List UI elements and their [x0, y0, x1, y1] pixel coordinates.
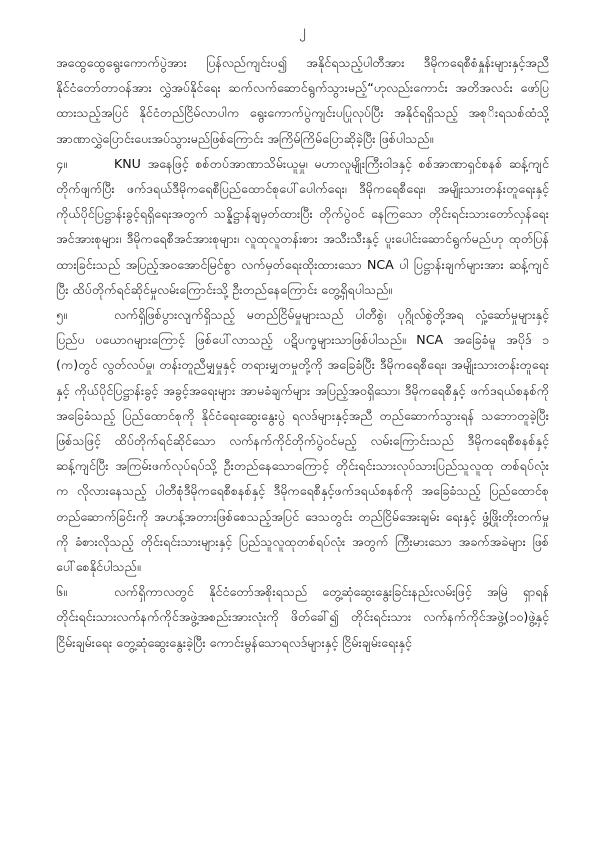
paragraph-text: အထွေထွေရွေးကောက်ပွဲအား ပြန်လည်ကျင်းပ၍ အနိုင်ရသည့်ပါတီအား ဒီမိုကရေစီစံနှုန်းများနှင့်အညီ နိုင်ငံတော်တာဝန်အား လွှဲအပ်နိုင်ရေး ဆက်လက်ဆောင်ရွက်သွားမည့်“ဟုလည်းကောင်း အတိအလင်း ဖော်ပြထားသည့်အပြင် နိုင်ငံတည်ငြိမ်လာပါက ရွေးကောက်ပွဲကျင်းပပြုလုပ်ပြီး အနိုင်ရရှိသည့် အစုိးရသစ်ထံသို့ အာဏာလွှဲပြောင်းပေးအပ်သွားမည်ဖြစ်ကြောင်း အကြိမ်ကြိမ်ပြောဆိုခဲ့ပြီး ဖြစ်ပါသည်။: [56, 55, 549, 146]
paragraph-number: ၆။: [56, 584, 67, 600]
paragraph-4: [56, 151, 549, 302]
paragraph-number: ၄။: [56, 155, 67, 171]
paragraph-5: [56, 302, 549, 579]
paragraph-6: [56, 579, 549, 655]
page-number: ၂: [299, 23, 306, 39]
paragraph-text: လက်ရှိဖြစ်ပွားလျက်ရှိသည့် မတည်ငြိမ်မှုများသည် ပါတီစွဲ၊ ပုဂ္ဂိုလ်စွဲတို့အရ လှုံ့ဆော်မှုများနှင့် ပြည်ပ ပယောဂများကြောင့် ဖြစ်ပေါ်လာသည့် ပဋိပက္ခများသာဖြစ်ပါသည်။ NCA အခြေခံမူ အပိုဒ် ၁ (က)တွင် လွတ်လပ်မှု၊ တန်းတူညီမျှမှုနှင့် တရားမျှတမှုတို့ကို အခြေခံပြီး ဒီမိုကရေစီရေး၊ အမျိုးသားတန်းတူရေးနှင့် ကိုယ်ပိုင်ပြဋ္ဌာန်းခွင့် အခွင့်အရေးများ အာမခံချက်များ အပြည့်အဝရှိသော၊ ဒီမိုကရေစီနှင့် ဖက်ဒရယ်စနစ်ကို အခြေခံသည့် ပြည်ထောင်စုကို နိုင်ငံရေးဆွေးနွေးပွဲ ရလဒ်များနှင့်အညီ တည်ဆောက်သွားရန် သဘောတူခဲ့ပြီးဖြစ်သဖြင့် ထိပ်တိုက်ရင်ဆိုင်သော လက်နက်ကိုင်တိုက်ပွဲဝင်မည့် လမ်းကြောင်းသည် ဒီမိုကရေစီစနစ်နှင့် ဆန့်ကျင်ပြီး အကြမ်းဖက်လုပ်ရပ်သို့ ဦးတည်နေသောကြောင့် တိုင်းရင်းသားလုပ်သားပြည်သူလူထု တစ်ရပ်လုံးက လိုလားနေသည့် ပါတီစုံဒီမိုကရေစီစနစ်နှင့် ဒီမိုကရေစီနှင့်ဖက်ဒရယ်စနစ်ကို အခြေခံသည့် ပြည်ထောင်စုတည်ဆောက်ခြင်းကို အဟန့်အတားဖြစ်စေသည့်အပြင် ဒေသတွင်း တည်ငြိမ်အေးချမ်း ရေးနှင့် ဖွံ့ဖြိုးတိုးတက်မှုကို ခံစားလိုသည့် တိုင်းရင်းသားများနှင့် ပြည်သူလူထုတစ်ရပ်လုံး အတွက် ကြီးမားသော အခက်အခဲများ ဖြစ်ပေါ်စေနိုင်ပါသည်။: [56, 307, 549, 575]
paragraph-3-continuation: [56, 50, 549, 151]
paragraph-text: KNU အနေဖြင့် စစ်တပ်အာဏာသိမ်းယူမှု၊ မဟာလူမျိုးကြီးဝါဒနှင့် စစ်အာဏာရှင်စနစ် ဆန့်ကျင်တိုက်ဖျက်ပြီး ဖက်ဒရယ်ဒီမိုကရေစီပြည်ထောင်စုပေါ်ပေါက်ရေး၊ ဒီမိုကရေစီရေး၊ အမျိုးသားတန်းတူရေးနှင့် ကိုယ်ပိုင်ပြဋ္ဌာန်းခွင့်ရရှိရေးအတွက် သန္နိဋ္ဌာန်ချမှတ်ထားပြီး တိုက်ပွဲဝင် နေကြသော တိုင်းရင်းသားတော်လှန်ရေးအင်အားစုများ၊ ဒီမိုကရေစီအင်အားစုများ၊ လူထုလူတန်းစား အသီးသီးနှင့် ပူးပေါင်းဆောင်ရွက်မည်ဟု ထုတ်ပြန်ထားခြင်းသည် အပြည့်အဝအောင်မြင်စွာ လက်မှတ်ရေးထိုးထားသော NCA ပါ ပြဋ္ဌာန်းချက်များအား ဆန့်ကျင်ပြီး ထိပ်တိုက်ရင်ဆိုင်မှုလမ်းကြောင်းသို့ ဦးတည်နေကြောင်း တွေ့ရှိရပါသည်။: [56, 155, 549, 297]
paragraph-text: လက်ရှိကာလတွင် နိုင်ငံတော်အစိုးရသည် တွေ့ဆုံဆွေးနွေးခြင်းနည်းလမ်းဖြင့် အမြဲ ရှာရန် တိုင်းရင်းသားလက်နက်ကိုင်အဖွဲ့အစည်းအားလုံးကို ဖိတ်ခေါ်၍ တိုင်းရင်းသား လက်နက်ကိုင်အဖွဲ့(၁၀)ဖွဲ့နှင့် ငြိမ်းချမ်းရေး တွေ့ဆုံဆွေးနွေးခဲ့ပြီး ကောင်းမွန်သောရလဒ်များနှင့် ငြိမ်းချမ်းရေးနှင့်: [56, 584, 549, 650]
paragraph-number: ၅။: [56, 307, 67, 323]
